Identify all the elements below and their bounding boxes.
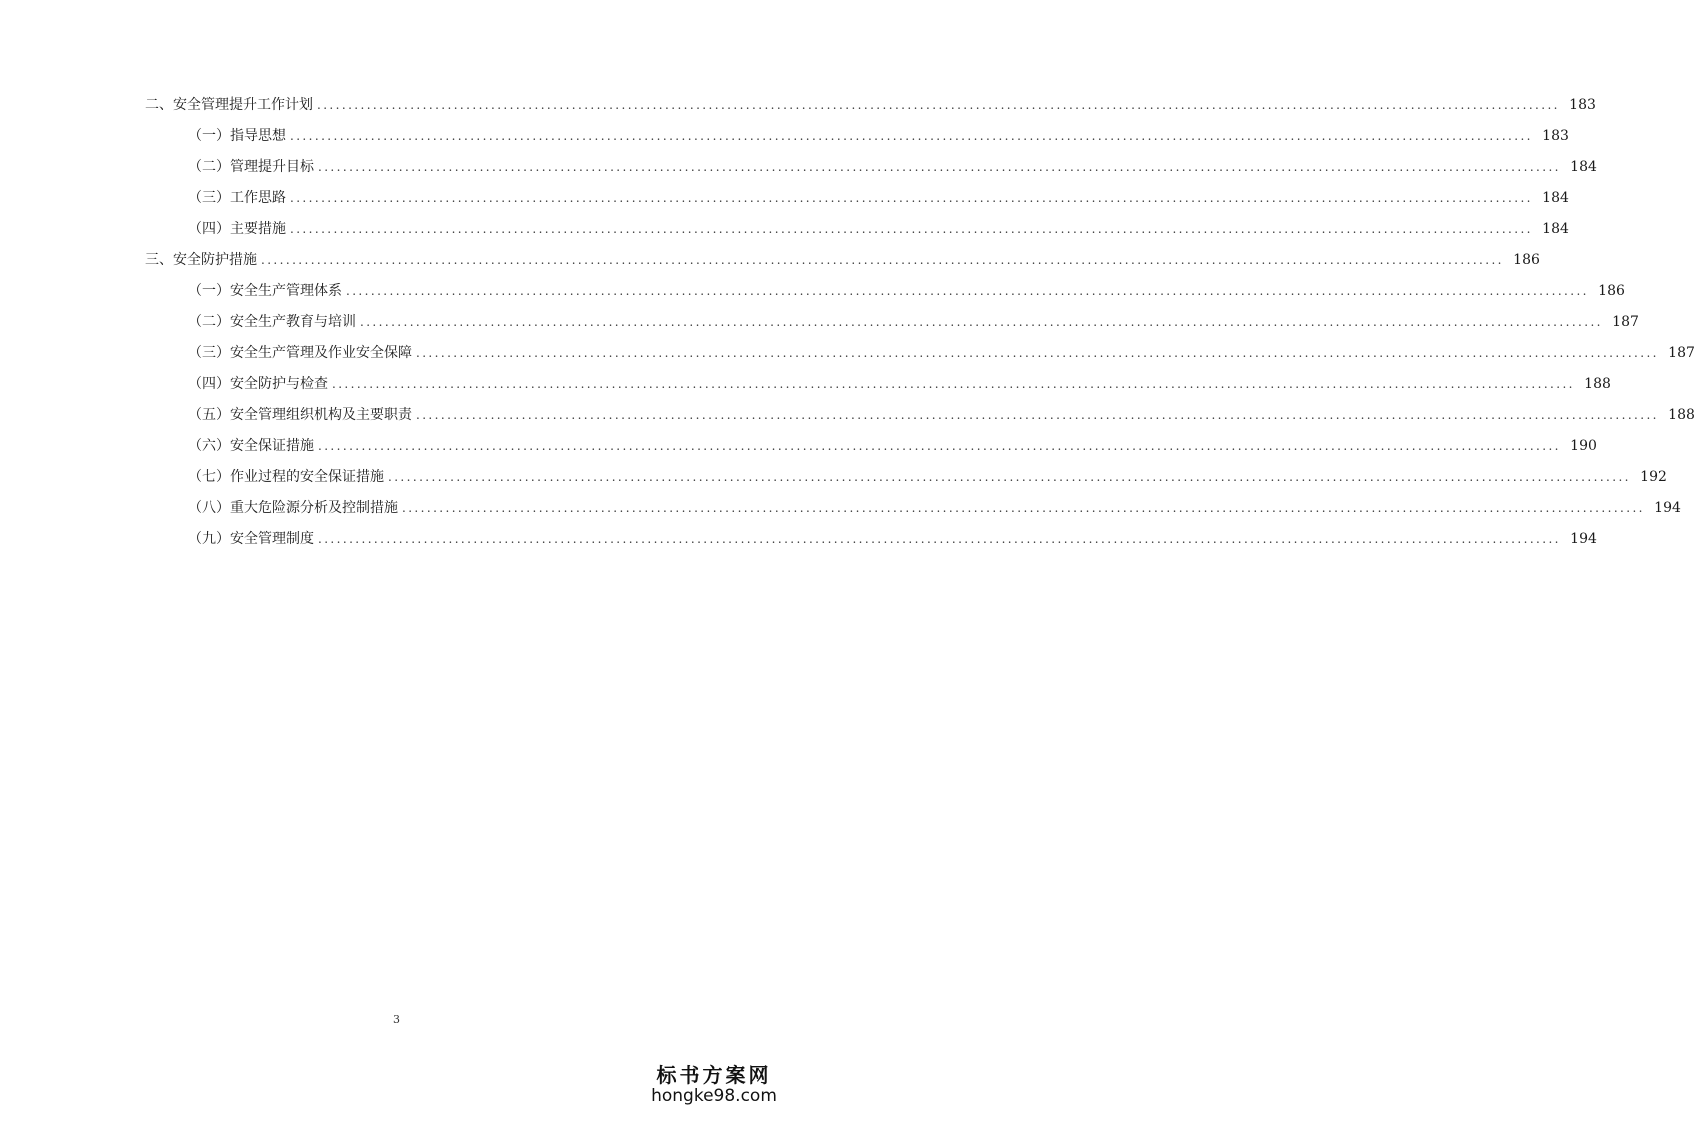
toc-entry-title: 二、安全管理提升工作计划 [145,97,313,113]
toc-entry[interactable] [0,431,1597,462]
toc-entry-title: （二）管理提升目标 [188,159,314,175]
toc-entry[interactable] [0,183,1569,214]
toc-dot-leader: ........................................................................................................................................................................................................ [332,377,1575,391]
toc-entry-title: （四）主要措施 [188,221,286,237]
toc-entry-page: 183 [1542,128,1569,144]
toc-dot-leader: ........................................................................................................................................................................................................ [290,222,1533,236]
toc-entry-page: 194 [1654,500,1681,516]
toc-entry-title: （一）指导思想 [188,128,286,144]
toc-dot-leader: ........................................................................................................................................................................................................ [318,532,1561,546]
toc-entry-title: （三）工作思路 [188,190,286,206]
toc-entry-title: （六）安全保证措施 [188,438,314,454]
toc-entry-title: （九）安全管理制度 [188,531,314,547]
toc-entry-page: 187 [1668,345,1695,361]
watermark-brand: 标书方案网 [656,1063,772,1087]
toc-entry-page: 184 [1542,221,1569,237]
toc-entry-page: 186 [1598,283,1625,299]
toc-dot-leader: ........................................................................................................................................................................................................ [261,253,1504,267]
page-number: 3 [393,1013,400,1026]
watermark-logo [649,1059,779,1106]
toc-entry-page: 186 [1513,252,1540,268]
toc-dot-leader: ........................................................................................................................................................................................................ [290,191,1533,205]
toc-entry[interactable] [0,369,1611,400]
toc-entry[interactable] [0,152,1597,183]
toc-dot-leader: ........................................................................................................................................................................................................ [318,439,1561,453]
toc-entry[interactable] [0,493,1681,524]
toc-entry[interactable] [0,276,1625,307]
toc-entry-page: 188 [1668,407,1695,423]
toc-entry[interactable] [0,245,1540,276]
toc-entry-title: （二）安全生产教育与培训 [188,314,356,330]
table-of-contents [0,90,1695,555]
toc-entry[interactable] [0,90,1596,121]
toc-dot-leader: ........................................................................................................................................................................................................ [360,315,1603,329]
toc-entry[interactable] [0,214,1569,245]
watermark-url: hongke98.com [651,1086,777,1106]
toc-entry-title: （四）安全防护与检查 [188,376,328,392]
toc-entry-title: （五）安全管理组织机构及主要职责 [188,407,412,423]
toc-entry-title: 三、安全防护措施 [145,252,257,268]
toc-entry[interactable] [0,400,1695,431]
toc-dot-leader: ........................................................................................................................................................................................................ [318,160,1561,174]
toc-entry-page: 194 [1570,531,1597,547]
toc-entry-title: （八）重大危险源分析及控制措施 [188,500,398,516]
toc-entry-page: 184 [1570,159,1597,175]
toc-entry-title: （三）安全生产管理及作业安全保障 [188,345,412,361]
toc-entry[interactable] [0,338,1695,369]
toc-entry-page: 183 [1569,97,1596,113]
toc-entry-title: （一）安全生产管理体系 [188,283,342,299]
toc-entry[interactable] [0,462,1667,493]
toc-dot-leader: ........................................................................................................................................................................................................ [290,129,1533,143]
toc-dot-leader: ........................................................................................................................................................................................................ [346,284,1589,298]
toc-dot-leader: ........................................................................................................................................................................................................ [388,470,1631,484]
toc-entry-page: 184 [1542,190,1569,206]
toc-entry[interactable] [0,524,1597,555]
toc-entry[interactable] [0,121,1569,152]
toc-dot-leader: ........................................................................................................................................................................................................ [402,501,1645,515]
toc-dot-leader: ........................................................................................................................................................................................................ [416,408,1659,422]
toc-dot-leader: ........................................................................................................................................................................................................ [317,98,1560,112]
toc-entry-page: 190 [1570,438,1597,454]
toc-entry-page: 188 [1584,376,1611,392]
toc-entry[interactable] [0,307,1639,338]
toc-entry-page: 192 [1640,469,1667,485]
toc-dot-leader: ........................................................................................................................................................................................................ [416,346,1659,360]
toc-entry-title: （七）作业过程的安全保证措施 [188,469,384,485]
toc-entry-page: 187 [1612,314,1639,330]
